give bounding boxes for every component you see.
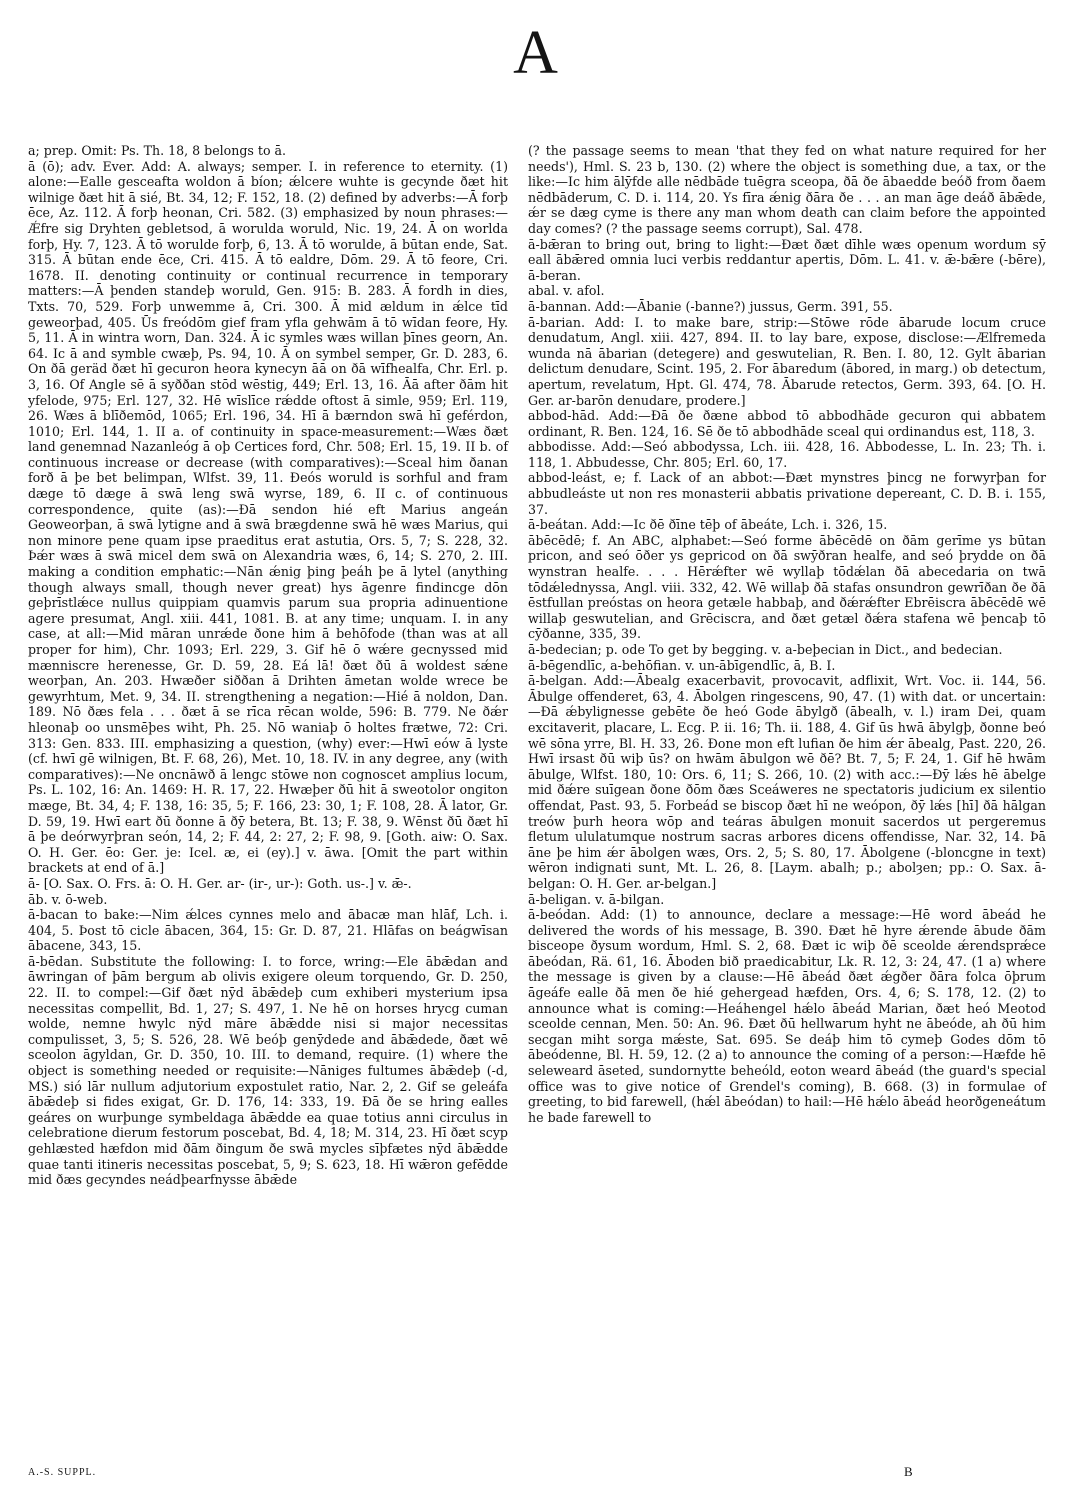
- dictionary-entry: [528, 907, 1046, 1125]
- entry-text: ā- [O. Sax. O. Frs. ā: O. H. Ger. ar- (ir-, ur-): Goth. us-.] v. ǣ-.: [28, 875, 412, 891]
- dictionary-entry: [528, 408, 1046, 439]
- entry-text: (? the passage seems to mean 'that they fed on what nature required for her needs'), Hml. S. 23 b, 130. (2) where the object is something due, a tax, or the like:—Ic him ālȳfde alle nēdbāde tuēgra sceopa, ðā ðe ābaedde beóð from ðaem nēdbāderum, C. D. i. 114, 20. Ys fīra ǽnig ðāra ðe . . . an man āge deáð ābǣde, ǽr se dæg cyme is there any man whom death can claim before the appointed day comes? (? the passage seems corrupt), Sal. 478.: [528, 143, 1046, 236]
- entry-text: ābēcēdē; f. An ABC, alphabet:—Seó forme ābēcēdē on ðām gerīme ys būtan pricon, and seó ōðer ys gepricod on ðā swȳðran healfe, and seó þrydde on ðā wynstran healfe. . . . Hērǽfter wē wyllaþ tōdǽlan ðā abecedaria on twā tōdǽlednyssa, Angl. viii. 332, 42. Wē willaþ ðā stafas onsundron gewrīðan ðe ðā ēstfullan preóstas on heora getæle habbaþ, and ðǽrǽfter Ebrēiscra ābēcēdē wē willaþ geswutelian, and Grēciscra, and ðæt getæl ðǽra stafena wē þencaþ tō cȳðanne, 335, 39.: [528, 532, 1046, 642]
- dictionary-entry: [528, 517, 1046, 533]
- entry-text: ā-bǣran to bring out, bring to light:—Ðæt ðæt dīhle wæs openum wordum sȳ eall ābǣred omnia luci verbis reddantur apertis, Dōm. L. 41. v. ǣ-bǣre (-bēre), ā-beran.: [528, 236, 1046, 283]
- dictionary-entry: [528, 315, 1046, 409]
- entry-text: abal. v. afol.: [528, 283, 605, 299]
- left-column: [28, 143, 508, 1188]
- dictionary-entry: [528, 237, 1046, 284]
- dictionary-entry: [528, 143, 1046, 237]
- dictionary-entry: [528, 642, 1046, 658]
- entry-text: ā-bannan. Add:—Ābanie (-banne?) jussus, Germ. 391, 55.: [528, 298, 893, 314]
- entry-text: ā-beligan. v. ā-bilgan.: [528, 891, 665, 907]
- entry-text: ā-bacan to bake:—Nim ǽlces cynnes melo and ābacæ man hlāf, Lch. i. 404, 5. Þost tō cicle ābacen, 364, 15: Gr. D. 87, 21. Hlāfas on beágwīsan ābacene, 343, 15.: [28, 907, 508, 954]
- entry-text: a; prep. Omit: Ps. Th. 18, 8 belongs to ā.: [28, 143, 287, 158]
- entry-text: ā-barian. Add: I. to make bare, strip:—Stōwe rōde ābarude locum cruce denudatum, Angl. xiii. 427, 894. II. to lay bare, expose, disclose:—Ælfremeda wunda nā ābarian (detegere) and geswutelian, R. Ben. I. 80, 12. Gylt ābarian delictum denudare, Scint. 195, 2. For ābaredum (ābored, in marg.) ob detectum, apertum, revelatum, Hpt. Gl. 474, 78. Ābarude retectos, Germ. 393, 64. [O. H. Ger. ar-barōn denudare, prodere.]: [528, 314, 1046, 408]
- dictionary-entry: [528, 283, 1046, 299]
- dictionary-entry: [528, 439, 1046, 470]
- dictionary-entry: [528, 658, 1046, 674]
- entry-text: abbodisse. Add:—Seó abbodyssa, Lch. iii. 428, 16. Abbodesse, L. In. 23; Th. i. 118, 1. Abbudesse, Chr. 805; Erl. 60, 17.: [528, 439, 1046, 470]
- dictionary-entry: [528, 533, 1046, 642]
- entry-text: ā-belgan. Add:—Ābealg exacerbavit, provocavit, adflixit, Wrt. Voc. ii. 144, 56. Ābulge offenderet, 63, 4. Ābolgen ringescens, 90, 47. (1) with dat. or uncertain:—Ðā ǽbylignesse gebēte ðe heó Gode ābylgð (ābealh, v. l.) iram Dei, quam excitaverit, placare, L. Ecg. P. ii. 16; Th. ii. 188, 4. Gif ūs hwā ābylgþ, ðonne beó wē sōna yrre, Bl. H. 33, 26. Ðone mon eft lufian ðe him ǽr ābealg, Past. 220, 26. Hwī irsast ðū wiþ ūs? on hwām ābulgon wē ðē? Bt. 7, 5; F. 24, 1. Gif hē hwām ābulge, Wlfst. 180, 10: Ors. 6, 11; S. 266, 10. (2) with acc.:—Ðȳ lǽs hē ābelge mid ðǽre suīgean ðone ðōm ðæs Sceáweres ne spectatoris judicium ex silentio offendat, Past. 93, 5. Forbeád se biscop ðæt hī ne weópon, ðȳ lǽs [hī] ðā hālgan treów þurh heora wōp and teáras ābulgen monuit sacerdos ut pergeremus fletum ululatumque nostrum sacras arbores dicens offendisse, Nar. 32, 14. Þā āne þe him ǽr ābolgen wæs, Ors. 2, 5; S. 80, 17. Ābolgene (-bloncgne in text) wēron indignati sunt, Mt. L. 26, 8. [Laym. abalh; p.; abolȝen; pp.: O. Sax. ā-belgan: O. H. Ger. ar-belgan.]: [528, 673, 1046, 891]
- right-column: [528, 143, 1046, 1125]
- dictionary-entry: [528, 673, 1046, 891]
- dictionary-entry: [28, 907, 508, 954]
- entry-text: ā-bēdan. Substitute the following: I. to force, wring:—Ele ābǣdan and āwringan of þām bergum ab olivis exigere oleum torquendo, Gr. D. 250, 22. II. to compel:—Gif ðæt nȳd ābǣdeþ cum exhiberi mysterium ipsa necessitas compellit, Bd. 1, 27; S. 497, 1. Ne hē on horses hrycg cuman wolde, nemne hwylc nȳd māre ābǣdde nisi si major necessitas compulisset, 3, 5; S. 526, 28. Wē beóþ genȳdede and ābǣdede, ðæt wē sceolon āgyldan, Gr. D. 350, 10. III. to demand, require. (1) where the object is something needed or requisite:—Nāniges fultumes ābǣdeþ (-d, MS.) sió lār nullum adjutorium expostulet ratio, Nar. 2, 2. Gif se geleáfa ābǣdeþ si fides exigat, Gr. D. 176, 14: 333, 19. Ðā ðe se hring ealles geáres on wurþunge symbeldaga ābǣdde ea quae totius anni circulus in celebratione dierum festorum poscebat, Bd. 4, 18; M. 314, 23. Hī ðæt scyp gehlæsted hæfdon mid ðām ðingum ðe swā mycles sīþfætes nȳd ābǣdde quae tanti itineris necessitas poscebat, 5, 9; S. 623, 18. Hī wǣron gefēdde mid ðæs gecyndes neádþearfnysse ābǣde: [28, 953, 508, 1188]
- entry-text: ā (ō); adv. Ever. Add: A. always; semper. I. in reference to eternity. (1) alone:—Ealle gesceafta woldon ā bíon; ǽlcere wuhte is gecynde ðæt hit wilnige ðæt hit ā sié, Bt. 34, 12; F. 152, 18. (2) defined by adverbs:—Ā forþ ēce, Az. 112. Ā forþ heonan, Cri. 582. (3) emphasized by noun phrases:—Ǽfre sig Dryhten gebletsod, ā worulda woruld, Nic. 19, 24. Ā on worlda forþ, Hy. 7, 123. Ā tō worulde forþ, 6, 13. Ā tō worulde, ā būtan ende, Sat. 315. Ā būtan ende ēce, Cri. 415. Ā tō ealdre, Dōm. 29. Ā tō feore, Cri. 1678. II. denoting continuity or continual recurrence in temporary matters:—Ā þenden standeþ woruld, Gen. 915: B. 283. Ā fordh in dies, Txts. 70, 529. Forþ unwemme ā, Cri. 300. Ā mid ældum in ǽlce tīd geweorþad, 405. Ūs freódōm gief fram yfla gehwām ā tō wīdan feore, Hy. 5, 11. Ā in wintra worn, Dan. 324. Ā ic symles wæs willan þīnes georn, An. 64. Ic ā and symble cwæþ, Ps. 94, 10. Ā on symbel semper, Gr. D. 283, 6. On ðā geräd ðæt hī gecuron heora kynecyn āā on ðā wīfhealfa, Chr. Erl. p. 3, 16. Of Angle sē ā syððan stōd wēstig, 449; Erl. 13, 16. Āā after ðām hit yfelode, 975; Erl. 127, 32. Hē wīslīce rǽdde oftost ā simle, 959; Erl. 119, 26. Wæs ā blīðemōd, 1065; Erl. 196, 34. Hī ā bærndon swā hī geférdon, 1010; Erl. 144, 1. II a. of continuity in space-measurement:—Wæs ðæt land genemnad Nazanleóg ā oþ Certices ford, Chr. 508; Erl. 15, 19. II b. of continuous increase or decrease (with comparatives):—Sceal him ðanan forð ā þe bet belimpan, Wlfst. 39, 11. Ðeós woruld is sorhful and fram dæge tō dæge ā swā leng swā wyrse, 189, 6. II c. of continuous correspondence, quite (as):—Ðā sendon hié eft Marius angeán Geoweorþan, ā swā lytigne and ā swā brægdenne swā hē wæs Marius, qui non minore pene quam ipse praeditus erat astutia, Ors. 5, 7; S. 228, 32. Þǽr wæs ā swā micel dem swā on Alexandria wæs, 6, 14; S. 270, 2. III. making a condition emphatic:—Nān ǽnig þing þeáh þe ā lytel (anything though always small, though never great) hys āgenre findincge dōn geþrīstlǽce nullus quippiam quamvis parum sua propria adinuentione agere presumat, Angl. xiii. 441, 1081. B. at any time; unquam. I. in any case, at all:—Mid māran unrǽde ðone him ā behōfode (than was at all proper for him), Chr. 1093; Erl. 229, 3. Gif hē ō wǽre gecnyssed mid mænniscre herenesse, Gr. D. 59, 28. Eá lā! ðæt ðū ā woldest sǽne weorþan, An. 203. Hwæðer siððan ā Drihten āmetan wolde wrece be gewyrhtum, Met. 9, 34. II. strengthening a negation:—Hié ā noldon, Dan. 189. Nō ðæs fela . . . ðæt ā se rīca rēcan wolde, 596: B. 779. Ne ðǽr hleonaþ oo unsmēþes wiht, Ph. 25. Nō waniaþ ō holtes frætwe, 72: Cri. 313: Gen. 833. III. emphasizing a question, (why) ever:—Hwī eów ā lyste (cf. hwī gē wilnigen, Bt. F. 68, 26), Met. 10, 18. IV. in any degree, any (with comparatives):—Ne oncnāwð ā lengc stōwe non cognoscet amplius locum, Ps. L. 102, 16: An. 1469: H. R. 17, 22. Hwæþer ðū hit ā sweotolor ongiton mæge, Bt. 34, 4; F. 138, 16: 35, 5; F. 166, 23: 30, 1; F. 108, 28. Ā lator, Gr. D. 59, 19. Hwī eart ðū ðonne ā ðȳ betera, Bt. 13; F. 38, 9. Wēnst ðū ðæt hī ā þe deórwyrþran seón, 14, 2; F. 44, 2: 27, 2; F. 98, 9. [Goth. aiw: O. Sax. O. H. Ger. ēo: Ger. je: Icel. æ, ei (ey).] v. āwa. [Omit the part within brackets at end of ā.]: [28, 158, 508, 876]
- dictionary-entry: [28, 892, 508, 908]
- dictionary-entry: [28, 954, 508, 1188]
- entry-text: abbod-leást, e; f. Lack of an abbot:—Ðæt mynstres þincg ne forwyrþan for abbudleáste ut non res monasterii abbatis privatione depereant, C. D. B. i. 155, 37.: [528, 470, 1046, 517]
- entry-text: ā-beódan. Add: (1) to announce, declare a message:—Hē word ābeád he delivered the words of his message, B. 390. Ðæt hē hyre ǽrende ābude ðām bisceope ðysum wordum, Hml. S. 2, 68. Ðæt ic wiþ ðē sceolde ǽrendsprǽce ābeódan, Rä. 61, 16. Āboden bið praedicabitur, Lk. R. 12, 3: 24, 47. (1 a) where the message is given by a clause:—Hē ābeád ðæt ǽgðer ðāra folca ōþrum āgeáfe ealle ðā men ðe hié gehergead hæfden, Ors. 4, 6; S. 178, 12. (2) to announce what is coming:—Heáhengel hǽlo ābeád Marian, ðæt heó Meotod sceolde cennan, Men. 50: An. 96. Ðæt ðū hellwarum hyht ne ābeóde, ah ðū him secgan miht sorga mǽste, Sat. 695. Se deáþ him tō cymeþ Godes dōm tō ābeódenne, Bl. H. 59, 12. (2 a) to announce the coming of a person:—Hæfde hē seleweard āseted, sundornytte beheóld, eoton weard ābeád (the guard's special office was to give notice of Grendel's coming), B. 668. (3) in formulae of greeting, to bid farewell, (hǽl ābeódan) to hail:—Hē hǽlo ābeád heorðgeneátum he bade farewell to: [528, 907, 1046, 1125]
- signature-mark: A.-S. SUPPL.: [28, 1467, 97, 1478]
- entry-text: abbod-hād. Add:—Ðā ðe ðæne abbod tō abbodhāde gecuron qui abbatem ordinant, R. Ben. 124, 16. Sē ðe tō abbodhāde sceal qui ordinandus est, 118, 3.: [528, 408, 1046, 439]
- dictionary-entry: [528, 470, 1046, 517]
- page-letter-heading: A: [513, 19, 560, 87]
- entry-text: āb. v. ō-web.: [28, 891, 108, 907]
- dictionary-entry: [28, 159, 508, 876]
- gathering-mark: B: [904, 1464, 913, 1479]
- dictionary-entry: [528, 299, 1046, 315]
- dictionary-entry: [528, 892, 1046, 908]
- entry-text: ā-beátan. Add:—Ic ðē ðīne tēþ of ābeáte, Lch. i. 326, 15.: [528, 517, 888, 533]
- entry-text: ā-bedecian; p. ode To get by begging. v. a-beþecian in Dict., and bedecian.: [528, 642, 1003, 657]
- dictionary-entry: [28, 143, 508, 159]
- dictionary-entry: [28, 876, 508, 892]
- entry-text: ā-bēgendlīc, a-behōfian. v. un-ābīgendlīc, ā, B. I.: [528, 657, 836, 673]
